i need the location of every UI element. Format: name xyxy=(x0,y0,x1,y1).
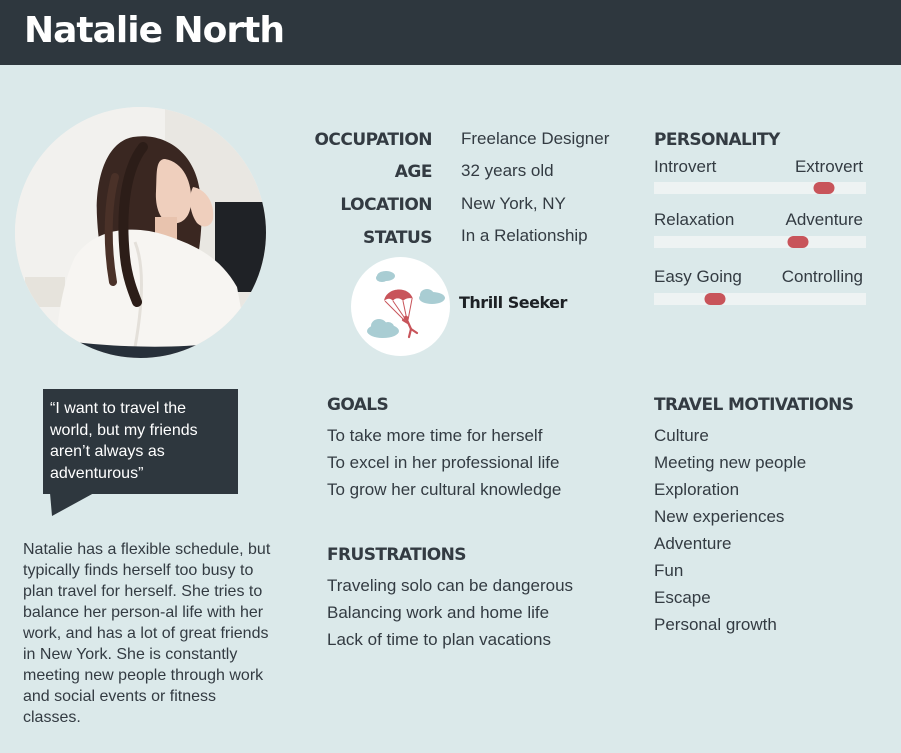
trait-slider-track xyxy=(654,236,866,248)
travel-motivations-list xyxy=(654,426,806,642)
trait-left-label: Introvert xyxy=(654,157,717,176)
status-value: In a Relationship xyxy=(461,226,588,245)
list-item: Lack of time to plan vacations xyxy=(327,630,551,649)
header-bar xyxy=(0,0,901,65)
list-item: Meeting new people xyxy=(654,453,807,472)
trait-slider-track xyxy=(654,293,866,305)
list-item: New experiences xyxy=(654,507,785,526)
occupation-label: OCCUPATION xyxy=(314,130,432,150)
list-item: Personal growth xyxy=(654,615,777,634)
age-value: 32 years old xyxy=(461,161,554,180)
goals-list xyxy=(327,426,561,507)
list-item: Culture xyxy=(654,426,709,445)
trait-slider-track xyxy=(654,182,866,194)
goals-title: GOALS xyxy=(327,395,389,415)
quote-bubble-tail xyxy=(50,493,94,517)
list-item: Exploration xyxy=(654,480,740,499)
list-item: Escape xyxy=(654,588,711,607)
age-label: AGE xyxy=(394,162,432,182)
list-item: To take more time for herself xyxy=(327,426,543,445)
trait-slider-knob xyxy=(705,293,726,305)
quote-text: “I want to travel the world, but my friends aren’t always as adventurous” xyxy=(50,400,198,482)
trait-right-label: Extrovert xyxy=(794,157,863,176)
frustrations-list xyxy=(327,576,573,657)
trait-right-label: Adventure xyxy=(785,210,863,229)
bio-paragraph: Natalie has a flexible schedule, but typically finds herself too busy to plan travel for herself. She tries to balance her person-al life with her work, and has a lot of great friends in New York. She is constantly meeting new people through work and social events or fitness classes. xyxy=(23,541,271,726)
trait-slider-knob xyxy=(788,236,809,248)
status-label: STATUS xyxy=(362,228,432,248)
travel-motivations-title: TRAVEL MOTIVATIONS xyxy=(654,395,854,415)
trait-right-label: Controlling xyxy=(781,267,863,286)
profile-photo xyxy=(15,107,266,358)
quote-bubble xyxy=(43,389,238,494)
personality-title: PERSONALITY xyxy=(654,130,780,150)
list-item: Balancing work and home life xyxy=(327,603,550,622)
frustrations-title: FRUSTRATIONS xyxy=(327,545,466,565)
list-item: Adventure xyxy=(654,534,732,553)
trait-left-label: Easy Going xyxy=(654,267,742,286)
list-item: To grow her cultural knowledge xyxy=(327,480,562,499)
location-label: LOCATION xyxy=(340,195,432,215)
thrill-seeker-badge xyxy=(351,257,450,356)
occupation-value: Freelance Designer xyxy=(461,129,610,148)
badge-label: Thrill Seeker xyxy=(459,293,567,312)
list-item: Traveling solo can be dangerous xyxy=(327,576,574,595)
trait-left-label: Relaxation xyxy=(654,210,735,229)
persona-name: Natalie North xyxy=(24,10,285,51)
trait-slider-knob xyxy=(813,182,834,194)
skydiver-parachute-icon xyxy=(351,257,450,356)
list-item: Fun xyxy=(654,561,684,580)
list-item: To excel in her professional life xyxy=(327,453,560,472)
location-value: New York, NY xyxy=(461,194,566,213)
